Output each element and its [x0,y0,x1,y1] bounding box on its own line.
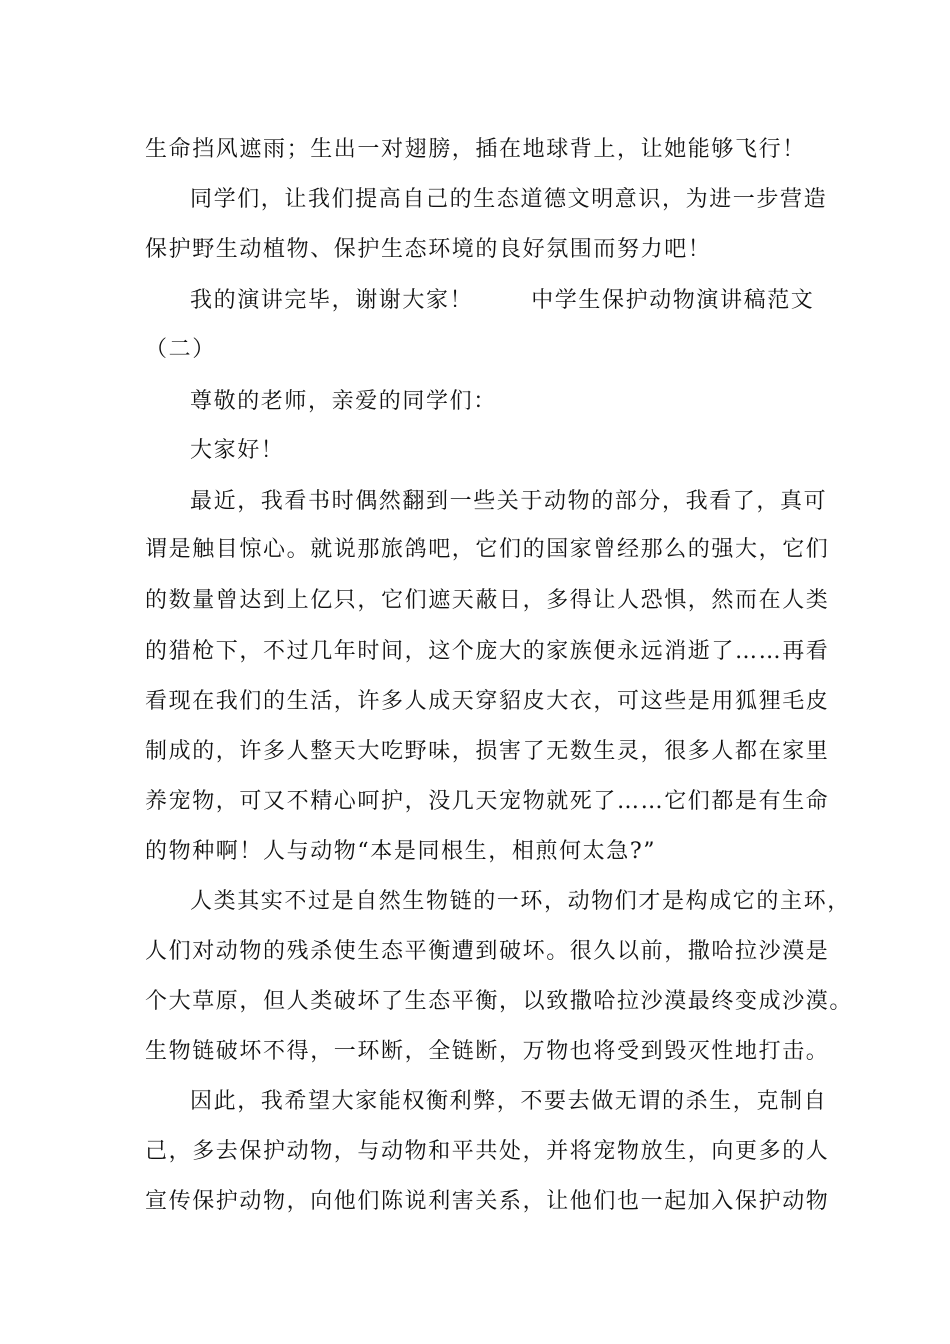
text-line: 人们对动物的残杀使生态平衡遭到破坏。很久以前，撒哈拉沙漠是 [145,939,830,964]
text-line: 生命挡风遮雨；生出一对翅膀，插在地球背上，让她能够飞行！ [145,137,806,162]
text-line: 的物种啊！人与动物“本是同根生，相煎何太急?” [145,839,657,864]
paragraph-start: 因此，我希望大家能权衡利弊，不要去做无谓的杀生，克制自 [190,1089,828,1114]
text-line: 看现在我们的生活，许多人成天穿貂皮大衣，可这些是用狐狸毛皮 [145,689,830,714]
closing-remark: 我的演讲完毕，谢谢大家！ [190,288,474,313]
text-line: 个大草原，但人类破坏了生态平衡，以致撒哈拉沙漠最终变成沙漠。 [145,989,854,1014]
text-line: 己，多去保护动物，与动物和平共处，并将宠物放生，向更多的人 [145,1139,830,1164]
text-line: 的猎枪下，不过几年时间，这个庞大的家族便永远消逝了……再看 [145,639,830,664]
text-line: 生物链破坏不得，一环断，全链断，万物也将受到毁灭性地打击。 [145,1039,830,1064]
text-line: 保护野生动植物、保护生态环境的良好氛围而努力吧！ [145,237,712,262]
greeting: 大家好！ [190,438,285,463]
closing-and-heading-line [190,284,830,318]
paragraph-start: 同学们，让我们提高自己的生态道德文明意识，为进一步营造 [190,187,828,212]
text-line: 宣传保护动物，向他们陈说利害关系，让他们也一起加入保护动物 [145,1189,830,1214]
salutation: 尊敬的老师，亲爱的同学们： [190,389,497,414]
text-line: 的数量曾达到上亿只，它们遮天蔽日，多得让人恐惧，然而在人类 [145,588,830,613]
section-title: 中学生保护动物演讲稿范文 [531,288,815,313]
text-line: 制成的，许多人整天大吃野味，损害了无数生灵，很多人都在家里 [145,739,830,764]
text-line: 谓是触目惊心。就说那旅鸽吧，它们的国家曾经那么的强大，它们 [145,537,830,562]
text-line: 养宠物，可又不精心呵护，没几天宠物就死了……它们都是有生命 [145,789,830,814]
section-title-number: （二） [145,337,216,362]
paragraph-start: 人类其实不过是自然生物链的一环，动物们才是构成它的主环， [190,889,851,914]
paragraph-start: 最近，我看书时偶然翻到一些关于动物的部分，我看了，真可 [190,489,828,514]
